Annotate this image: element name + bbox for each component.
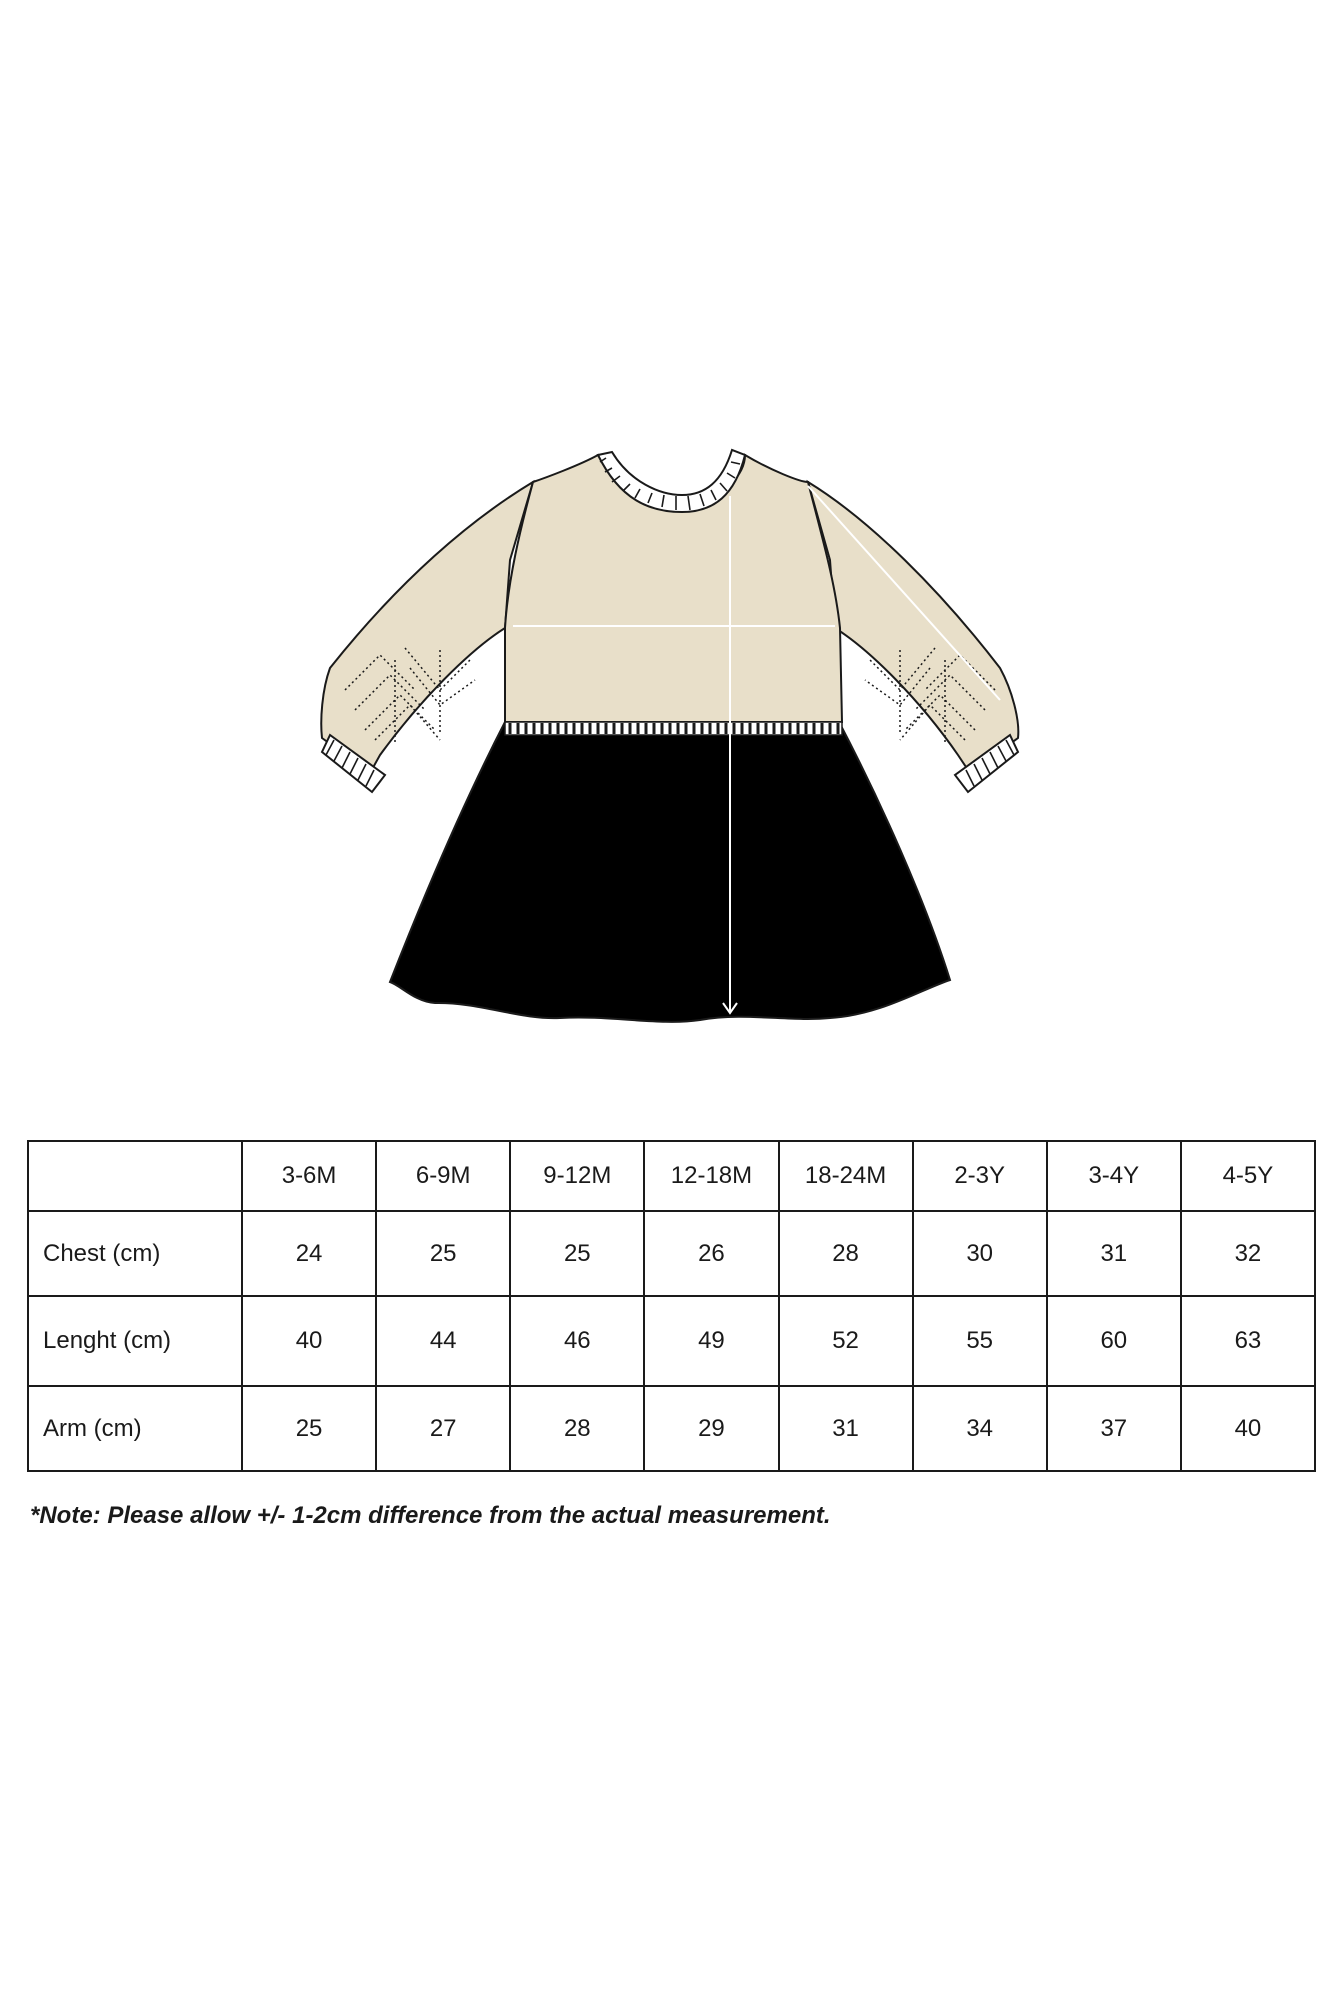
table-cell: 30 bbox=[913, 1211, 1047, 1296]
row-label: Lenght (cm) bbox=[28, 1296, 242, 1386]
table-cell: 29 bbox=[644, 1386, 778, 1471]
table-cell: 25 bbox=[242, 1386, 376, 1471]
table-cell: 31 bbox=[779, 1386, 913, 1471]
table-cell: 34 bbox=[913, 1386, 1047, 1471]
table-cell: 26 bbox=[644, 1211, 778, 1296]
table-header-row bbox=[28, 1141, 1315, 1211]
table-cell: 27 bbox=[376, 1386, 510, 1471]
size-chart-table bbox=[27, 1140, 1316, 1472]
table-cell: 40 bbox=[1181, 1386, 1315, 1471]
table-row-arm bbox=[28, 1386, 1315, 1471]
table-cell: 28 bbox=[510, 1386, 644, 1471]
size-header: 2-3Y bbox=[913, 1141, 1047, 1211]
table-cell: 24 bbox=[242, 1211, 376, 1296]
table-cell: 28 bbox=[779, 1211, 913, 1296]
table-cell: 63 bbox=[1181, 1296, 1315, 1386]
row-label: Chest (cm) bbox=[28, 1211, 242, 1296]
size-header: 3-4Y bbox=[1047, 1141, 1181, 1211]
table-cell: 25 bbox=[510, 1211, 644, 1296]
table-cell: 60 bbox=[1047, 1296, 1181, 1386]
table-cell: 55 bbox=[913, 1296, 1047, 1386]
table-row-chest bbox=[28, 1211, 1315, 1296]
table-cell: 40 bbox=[242, 1296, 376, 1386]
table-row-length bbox=[28, 1296, 1315, 1386]
size-header: 18-24M bbox=[779, 1141, 913, 1211]
size-header: 3-6M bbox=[242, 1141, 376, 1211]
table-cell: 52 bbox=[779, 1296, 913, 1386]
size-header: 6-9M bbox=[376, 1141, 510, 1211]
table-cell: 46 bbox=[510, 1296, 644, 1386]
skirt-shape bbox=[390, 720, 950, 1022]
size-header: 9-12M bbox=[510, 1141, 644, 1211]
size-header: 12-18M bbox=[644, 1141, 778, 1211]
table-cell: 37 bbox=[1047, 1386, 1181, 1471]
table-cell: 31 bbox=[1047, 1211, 1181, 1296]
row-label: Arm (cm) bbox=[28, 1386, 242, 1471]
table-cell: 32 bbox=[1181, 1211, 1315, 1296]
table-cell: 49 bbox=[644, 1296, 778, 1386]
measurement-note: *Note: Please allow +/- 1-2cm difference from the actual measurement. bbox=[30, 1502, 831, 1529]
size-header: 4-5Y bbox=[1181, 1141, 1315, 1211]
table-cell: 44 bbox=[376, 1296, 510, 1386]
table-cell: 25 bbox=[376, 1211, 510, 1296]
header-corner-cell bbox=[28, 1141, 242, 1211]
